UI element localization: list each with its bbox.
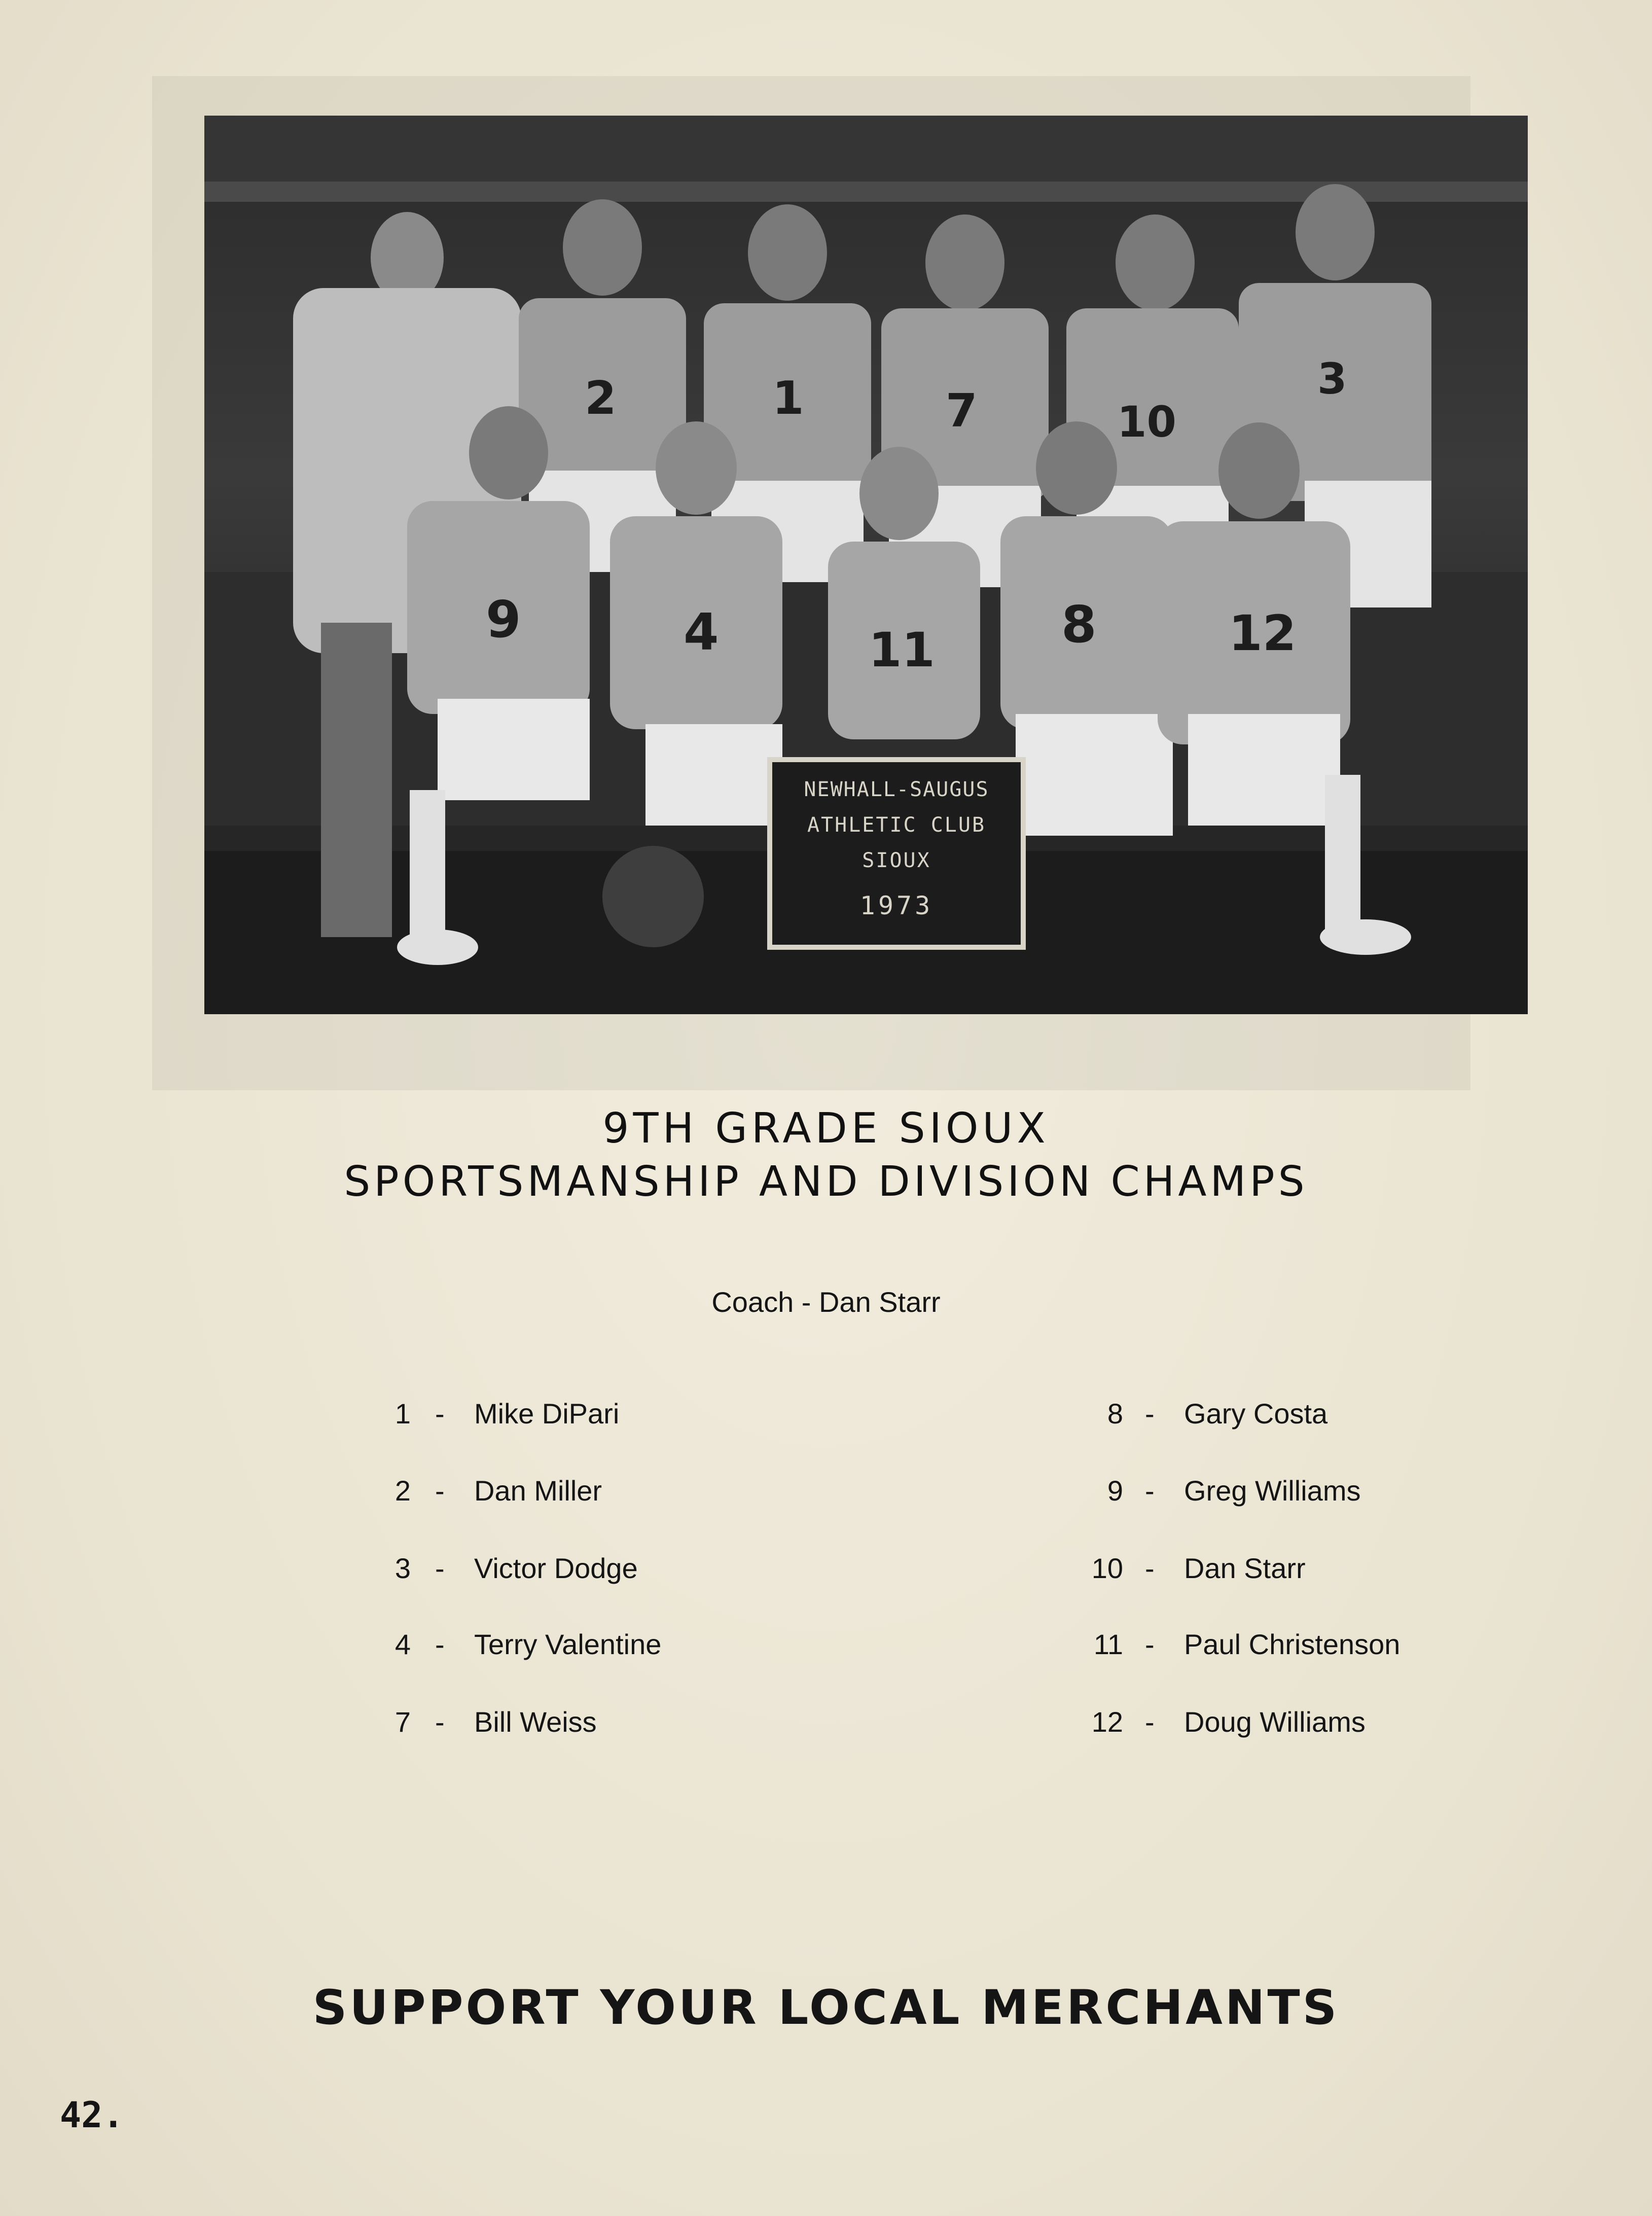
- player-number: 9: [1107, 1475, 1123, 1507]
- player-name: Paul Christenson: [1184, 1628, 1400, 1660]
- player-number: 1: [394, 1398, 411, 1429]
- player-number: 12: [1091, 1706, 1123, 1738]
- player-number: 4: [394, 1628, 411, 1660]
- roster-dash: -: [435, 1552, 445, 1584]
- team-photo: [204, 116, 1528, 1014]
- roster-dash: -: [435, 1706, 445, 1738]
- plaque-line: SIOUX: [862, 849, 931, 872]
- jersey-number: 7: [946, 384, 978, 438]
- plaque-line: ATHLETIC CLUB: [807, 813, 986, 837]
- plaque-year: 1973: [859, 891, 933, 920]
- jersey-number: 10: [1117, 397, 1176, 447]
- roster-dash: -: [1145, 1628, 1155, 1660]
- player-name: Mike DiPari: [474, 1398, 620, 1429]
- player-name: Greg Williams: [1184, 1475, 1361, 1507]
- player-number: 7: [394, 1706, 411, 1738]
- basketball: [602, 846, 704, 947]
- jersey-number: 3: [1317, 354, 1347, 404]
- roster-dash: -: [1145, 1475, 1155, 1507]
- player-name: Bill Weiss: [474, 1706, 597, 1738]
- player-name: Terry Valentine: [474, 1628, 662, 1660]
- coach-credit: Coach - Dan Starr: [711, 1286, 941, 1318]
- page-number: 42.: [60, 2094, 124, 2136]
- player-number: 8: [1107, 1398, 1123, 1429]
- jersey-number: 9: [486, 590, 521, 649]
- player-number: 3: [394, 1552, 411, 1584]
- team-title: 9TH GRADE SIOUX: [602, 1104, 1050, 1153]
- roster-dash: -: [435, 1398, 445, 1429]
- player-name: Dan Starr: [1184, 1552, 1306, 1584]
- player-number: 10: [1091, 1552, 1123, 1584]
- merchant-slogan: SUPPORT YOUR LOCAL MERCHANTS: [312, 1980, 1340, 2035]
- roster-dash: -: [1145, 1398, 1155, 1429]
- roster-dash: -: [1145, 1552, 1155, 1584]
- player-name: Doug Williams: [1184, 1706, 1366, 1738]
- jersey-number: 8: [1061, 595, 1097, 654]
- jersey-number: 4: [684, 602, 719, 662]
- player-number: 11: [1093, 1628, 1123, 1660]
- championship-subtitle: SPORTSMANSHIP AND DIVISION CHAMPS: [344, 1158, 1308, 1206]
- jersey-number: 1: [772, 372, 804, 425]
- roster-dash: -: [1145, 1706, 1155, 1738]
- jersey-number: 2: [585, 372, 617, 425]
- jersey-number: 11: [869, 623, 935, 678]
- roster-dash: -: [435, 1475, 445, 1507]
- team-plaque: [767, 757, 1026, 950]
- roster-dash: -: [435, 1628, 445, 1660]
- player-name: Victor Dodge: [474, 1552, 638, 1584]
- player-name: Dan Miller: [474, 1475, 602, 1507]
- jersey-number: 12: [1229, 605, 1297, 662]
- plaque-line: NEWHALL-SAUGUS: [804, 778, 989, 801]
- player-name: Gary Costa: [1184, 1398, 1328, 1429]
- player-number: 2: [394, 1475, 411, 1507]
